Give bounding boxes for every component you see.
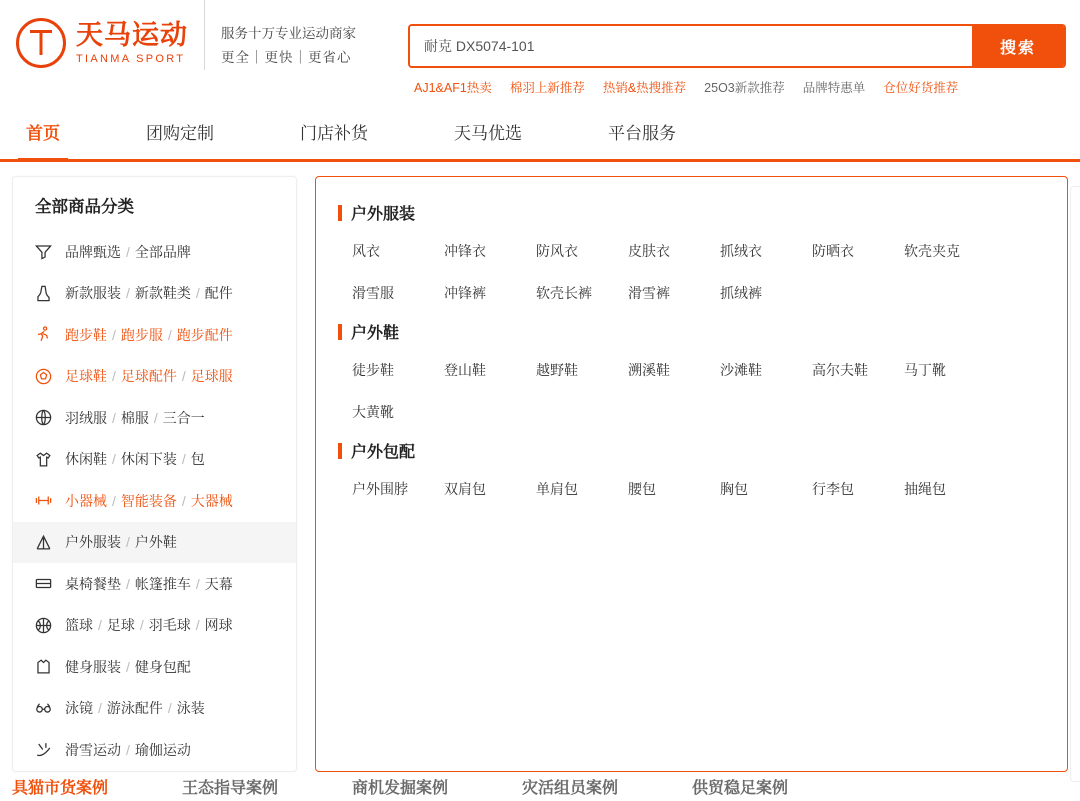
sidebar-item-swim[interactable]: 泳镜 / 游泳配件 / 泳装 xyxy=(13,688,296,730)
case-tab-4[interactable]: 供贸稳足案例 xyxy=(692,780,789,797)
sidebar-link-2-2[interactable]: 跑步配件 xyxy=(176,326,233,343)
hot-word-5[interactable]: 仓位好货推荐 xyxy=(883,81,959,95)
subcat-0-11[interactable]: 抓绒裤 xyxy=(720,285,762,301)
group-title-0: 户外服装 xyxy=(338,201,1045,224)
subcat-2-6[interactable]: 抽绳包 xyxy=(904,481,946,497)
chair-icon xyxy=(33,574,53,594)
sidebar-link-10-1[interactable]: 健身包配 xyxy=(134,658,191,675)
sidebar-link-1-1[interactable]: 新款鞋类 xyxy=(134,285,191,302)
subcat-0-0[interactable]: 风衣 xyxy=(352,243,380,259)
subcat-1-5[interactable]: 高尔夫鞋 xyxy=(812,362,868,378)
sidebar-item-brands[interactable]: 品牌甄选 / 全部品牌 xyxy=(13,231,296,273)
subcat-2-1[interactable]: 双肩包 xyxy=(444,481,486,497)
subcat-0-4[interactable]: 抓绒衣 xyxy=(720,243,762,259)
logo-mark-icon xyxy=(16,18,66,68)
sidebar-link-7-1[interactable]: 户外鞋 xyxy=(134,534,177,551)
subcat-0-5[interactable]: 防晒衣 xyxy=(812,243,854,259)
sidebar-item-ballsports[interactable]: 篮球 / 足球 / 羽毛球 / 网球 xyxy=(13,605,296,647)
ski-icon xyxy=(33,740,53,760)
runner-icon xyxy=(33,325,53,345)
subcat-1-6[interactable]: 马丁靴 xyxy=(904,362,946,378)
group-title-1: 户外鞋 xyxy=(338,320,1045,343)
search-area xyxy=(408,24,1066,96)
sidebar-title: 全部商品分类 xyxy=(35,198,134,216)
sidebar-item-furniture[interactable]: 桌椅餐垫 / 帐篷推车 / 天幕 xyxy=(13,563,296,605)
group-outdoor-clothing xyxy=(338,201,1045,314)
sidebar-link-11-0[interactable]: 泳镜 xyxy=(65,700,93,717)
case-tab-3[interactable]: 灾活组员案例 xyxy=(522,780,619,797)
sidebar-link-6-0[interactable]: 小器械 xyxy=(65,492,107,509)
subcat-0-10[interactable]: 滑雪裤 xyxy=(628,285,670,301)
hot-word-1[interactable]: 棉羽上新推荐 xyxy=(509,81,585,95)
main-nav xyxy=(0,108,1080,162)
subcat-0-2[interactable]: 防风衣 xyxy=(536,243,578,259)
group-items-1 xyxy=(338,349,1045,433)
case-tab-2[interactable]: 商机发掘案例 xyxy=(352,780,449,797)
sidebar-item-fitness[interactable]: 健身服装 / 健身包配 xyxy=(13,646,296,688)
sidebar-item-equipment[interactable]: 小器械 / 智能装备 / 大器械 xyxy=(13,480,296,522)
sidebar-item-ski-yoga[interactable]: 滑雪运动 / 瑜伽运动 xyxy=(13,729,296,771)
group-items-2 xyxy=(338,468,1045,510)
subcat-1-2[interactable]: 越野鞋 xyxy=(536,362,578,378)
sidebar-link-9-0[interactable]: 篮球 xyxy=(65,617,93,634)
sidebar-link-3-2[interactable]: 足球服 xyxy=(190,368,233,385)
nav-item-groupbuy[interactable]: 团购定制 xyxy=(146,123,214,143)
subcat-2-5[interactable]: 行李包 xyxy=(812,481,854,497)
sidebar-link-5-0[interactable]: 休闲鞋 xyxy=(65,451,107,468)
case-tab-bar xyxy=(12,779,1068,801)
sidebar-link-8-1[interactable]: 帐篷推车 xyxy=(134,575,191,592)
sidebar-link-11-1[interactable]: 游泳配件 xyxy=(106,700,163,717)
group-outdoor-bags xyxy=(338,439,1045,510)
subcat-0-9[interactable]: 软壳长裤 xyxy=(536,285,592,301)
group-items-0 xyxy=(338,230,1045,314)
sidebar-link-1-0[interactable]: 新款服装 xyxy=(65,285,121,302)
subcat-0-7[interactable]: 滑雪服 xyxy=(352,285,394,301)
sidebar-link-0-1[interactable]: 全部品牌 xyxy=(134,243,191,260)
subcat-1-1[interactable]: 登山鞋 xyxy=(444,362,486,378)
nav-item-services[interactable]: 平台服务 xyxy=(608,123,676,143)
sidebar-link-9-1[interactable]: 足球 xyxy=(106,617,135,634)
football-icon xyxy=(33,366,53,386)
sidebar-link-5-1[interactable]: 休闲下装 xyxy=(120,451,177,468)
search-box xyxy=(408,24,1066,68)
dumbbell-icon xyxy=(33,491,53,511)
sidebar-link-4-1[interactable]: 棉服 xyxy=(120,409,149,426)
sidebar-link-4-2[interactable]: 三合一 xyxy=(162,409,205,426)
subcat-2-3[interactable]: 腰包 xyxy=(628,481,656,497)
sidebar-item-down-jacket[interactable]: 羽绒服 / 棉服 / 三合一 xyxy=(13,397,296,439)
hot-word-0[interactable]: AJ1&AF1热卖 xyxy=(414,81,492,95)
subcat-0-1[interactable]: 冲锋衣 xyxy=(444,243,486,259)
sidebar-link-6-2[interactable]: 大器械 xyxy=(190,492,233,509)
logo[interactable] xyxy=(0,0,188,68)
subcat-1-4[interactable]: 沙滩鞋 xyxy=(720,362,762,378)
group-outdoor-shoes xyxy=(338,320,1045,433)
case-tab-1[interactable]: 王态指导案例 xyxy=(182,780,279,797)
sidebar-item-casual[interactable]: 休闲鞋 / 休闲下装 / 包 xyxy=(13,439,296,481)
subcategory-panel xyxy=(315,176,1068,772)
group-title-2: 户外包配 xyxy=(338,439,1045,462)
subcat-2-4[interactable]: 胸包 xyxy=(720,481,748,497)
sidebar-link-1-2[interactable]: 配件 xyxy=(204,285,233,302)
tshirt-icon xyxy=(33,449,53,469)
subcat-1-0[interactable]: 徒步鞋 xyxy=(352,362,394,378)
tent-icon xyxy=(33,532,53,552)
content-area xyxy=(0,162,1080,772)
nav-item-home[interactable]: 首页 xyxy=(8,107,78,161)
slogan-line-2: 更全｜更快｜更省心 xyxy=(221,50,352,65)
vest-icon xyxy=(33,657,53,677)
hot-word-list xyxy=(408,78,1066,96)
logo-title-en: TIANMA SPORT xyxy=(76,52,186,65)
sidebar-link-0-0[interactable]: 品牌甄选 xyxy=(65,243,121,260)
search-button[interactable]: 搜索 xyxy=(972,26,1064,66)
page-header xyxy=(0,0,1080,108)
sidebar-link-3-1[interactable]: 足球配件 xyxy=(120,368,177,385)
sidebar-item-outdoor[interactable]: 户外服装 / 户外鞋 xyxy=(13,522,296,564)
hot-word-4[interactable]: 品牌特惠单 xyxy=(802,81,866,95)
subcat-2-0[interactable]: 户外围脖 xyxy=(352,481,408,497)
subcat-2-2[interactable]: 单肩包 xyxy=(536,481,578,497)
hot-word-2[interactable]: 热销&热搜推荐 xyxy=(602,81,687,95)
sidebar-link-2-0[interactable]: 跑步鞋 xyxy=(65,326,107,343)
sidebar-link-4-0[interactable]: 羽绒服 xyxy=(65,409,107,426)
nav-item-selection[interactable]: 天马优选 xyxy=(454,123,522,143)
logo-text xyxy=(76,19,188,65)
slogan-line-1: 服务十万专业运动商家 xyxy=(221,26,356,41)
sidebar-link-7-0[interactable]: 户外服装 xyxy=(65,534,121,551)
sidebar-link-11-2[interactable]: 泳装 xyxy=(176,700,205,717)
subcat-1-3[interactable]: 溯溪鞋 xyxy=(628,362,670,378)
sidebar-link-12-1[interactable]: 瑜伽运动 xyxy=(134,741,191,758)
category-sidebar xyxy=(12,176,297,772)
sidebar-link-12-0[interactable]: 滑雪运动 xyxy=(65,741,121,758)
sidebar-item-new-arrivals[interactable]: 新款服装 / 新款鞋类 / 配件 xyxy=(13,273,296,315)
sidebar-link-8-2[interactable]: 天幕 xyxy=(204,575,233,592)
sidebar-link-10-0[interactable]: 健身服装 xyxy=(65,658,121,675)
logo-title-cn: 天马运动 xyxy=(76,19,188,50)
subcat-1-7[interactable]: 大黄靴 xyxy=(352,404,394,420)
subcat-0-8[interactable]: 冲锋裤 xyxy=(444,285,486,301)
filter-icon xyxy=(33,242,53,262)
search-input[interactable] xyxy=(410,26,972,66)
globe-icon xyxy=(33,408,53,428)
goggles-icon xyxy=(33,698,53,718)
sidebar-link-9-3[interactable]: 网球 xyxy=(204,617,233,634)
basketball-icon xyxy=(33,615,53,635)
sidebar-link-5-2[interactable]: 包 xyxy=(190,451,205,468)
sidebar-item-running[interactable]: 跑步鞋 / 跑步服 / 跑步配件 xyxy=(13,314,296,356)
nav-item-restock[interactable]: 门店补货 xyxy=(300,123,368,143)
subcat-0-3[interactable]: 皮肤衣 xyxy=(628,243,670,259)
right-rail-panel xyxy=(1070,186,1080,782)
sidebar-link-9-2[interactable]: 羽毛球 xyxy=(148,617,191,634)
sidebar-link-3-0[interactable]: 足球鞋 xyxy=(65,368,107,385)
sidebar-link-6-1[interactable]: 智能装备 xyxy=(120,492,177,509)
shoe-icon xyxy=(33,283,53,303)
hot-word-3[interactable]: 25O3新款推荐 xyxy=(704,81,785,95)
case-tab-0[interactable]: 具猫市货案例 xyxy=(12,780,109,797)
sidebar-item-football[interactable]: 足球鞋 / 足球配件 / 足球服 xyxy=(13,356,296,398)
slogan xyxy=(204,0,356,70)
subcat-0-6[interactable]: 软壳夹克 xyxy=(904,243,960,259)
sidebar-link-2-1[interactable]: 跑步服 xyxy=(120,326,163,343)
sidebar-link-8-0[interactable]: 桌椅餐垫 xyxy=(65,575,121,592)
